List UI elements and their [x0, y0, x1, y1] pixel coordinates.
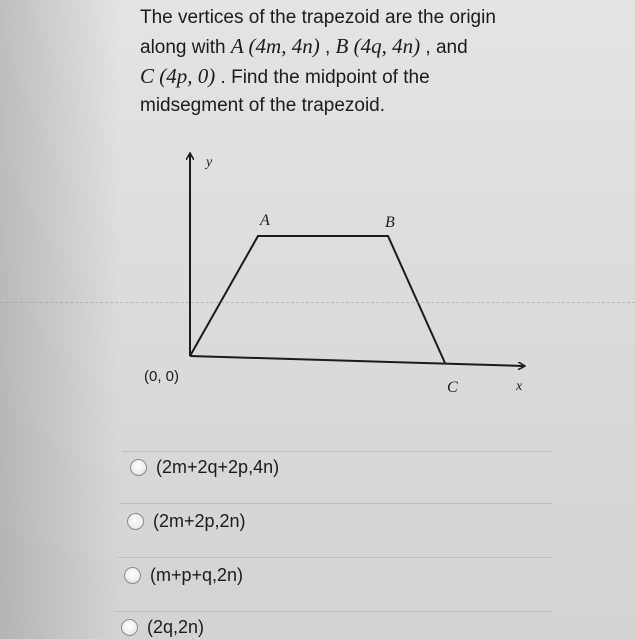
question-line-3	[140, 62, 560, 92]
point-c-coordinates: C (4p, 0)	[140, 64, 216, 88]
option-divider	[116, 611, 552, 612]
radio-button[interactable]	[121, 619, 138, 636]
vertex-b-label: B	[385, 214, 395, 231]
answer-option[interactable]	[127, 511, 246, 532]
point-b-coordinates: B (4q, 4n)	[335, 34, 421, 58]
point-a-coordinates: A (4m, 4n)	[230, 34, 320, 58]
page-shadow	[0, 0, 120, 639]
answer-option[interactable]	[124, 565, 243, 586]
question-text	[140, 4, 560, 120]
question-line-3-suffix: . Find the midpoint of the	[215, 67, 430, 88]
question-line-2-prefix: along with	[140, 37, 231, 58]
answer-option[interactable]	[121, 617, 204, 638]
option-divider	[120, 503, 552, 504]
x-axis	[190, 356, 524, 366]
answer-option-label: (m+p+q,2n)	[150, 565, 244, 585]
question-line-4: midsegment of the trapezoid.	[140, 95, 386, 116]
question-line-2	[140, 32, 560, 62]
option-divider	[122, 451, 552, 452]
answer-option-label: (2m+2p,2n)	[153, 511, 246, 531]
radio-button[interactable]	[127, 513, 144, 530]
origin-label: (0, 0)	[144, 368, 180, 385]
answer-option[interactable]	[130, 457, 279, 478]
question-line-2-suffix: , and	[420, 37, 468, 58]
radio-button[interactable]	[124, 567, 141, 584]
paper-fold	[0, 302, 635, 303]
trapezoid-outline	[190, 236, 445, 363]
question-line-2-separator: ,	[319, 37, 336, 58]
answer-option-label: (2m+2q+2p,4n)	[156, 457, 280, 477]
y-axis-label: y	[206, 155, 213, 170]
x-axis-label: x	[516, 379, 523, 394]
question-line-1: The vertices of the trapezoid are the origin	[140, 7, 496, 28]
trapezoid-diagram	[130, 140, 550, 410]
radio-button[interactable]	[130, 459, 147, 476]
vertex-c-label: C	[447, 379, 458, 396]
option-divider	[118, 557, 552, 558]
vertex-a-label: A	[260, 212, 270, 229]
answer-option-label: (2q,2n)	[147, 617, 205, 637]
